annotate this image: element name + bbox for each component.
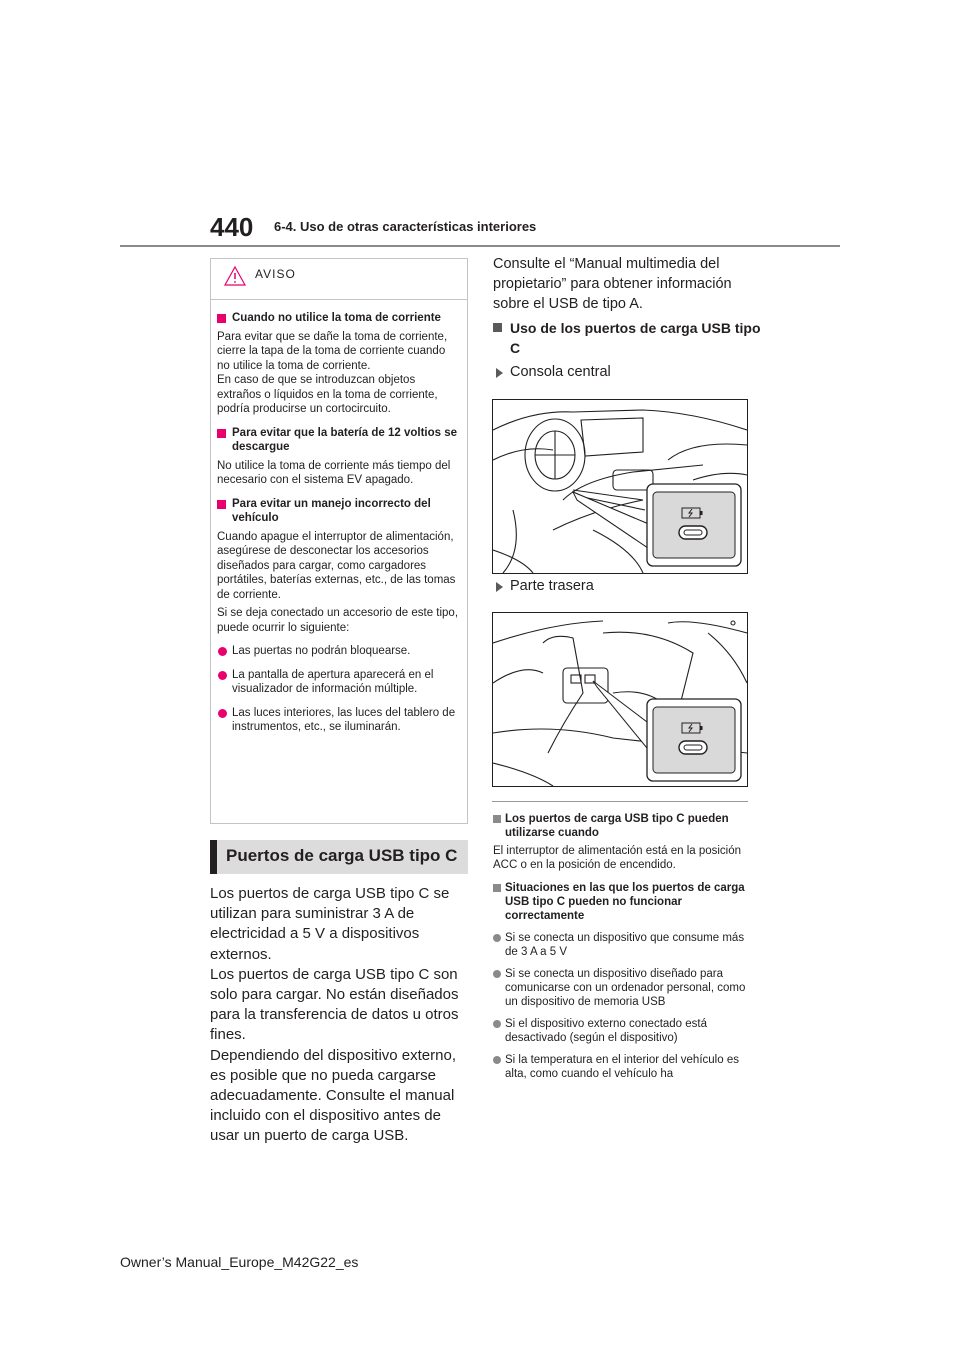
- notes-bullet: Si se conecta un dispositivo diseñado para comunicarse con un ordenador personal, como un dispositivo de memoria USB: [493, 967, 749, 1009]
- warning-header: [211, 259, 467, 300]
- section-header: 6-4. Uso de otras características interiores: [274, 219, 537, 234]
- warning-text: Si se deja conectado un accesorio de este tipo, puede ocurrir lo siguiente:: [217, 607, 459, 634]
- notes-bullet: Si se conecta un dispositivo que consume más de 3 A a 5 V: [493, 931, 749, 959]
- notes-text: El interruptor de alimentación está en la posición ACC o en la posición de encendido.: [493, 845, 742, 871]
- notes-heading: Situaciones en las que los puertos de carga USB tipo C pueden no funcionar correctamente: [493, 881, 749, 923]
- warning-bullet: Las puertas no podrán bloquearse.: [217, 644, 459, 659]
- warning-title: AVISO: [255, 267, 296, 281]
- footer-text: Owner’s Manual_Europe_M42G22_es: [120, 1254, 359, 1270]
- warning-section-heading: Para evitar un manejo incorrecto del vehículo: [217, 497, 459, 526]
- warning-text: Cuando apague el interruptor de alimentación, asegúrese de desconectar los accesorios diseñados para cargar, como cargadores portátiles, baterías externas, etc., de las tomas de corriente.: [217, 530, 456, 601]
- intro-paragraph: Consulte el “Manual multimedia del propietario” para obtener información sobre el USB de tipo A.: [493, 256, 732, 312]
- notes-bullet: Si la temperatura en el interior del vehículo es alta, como cuando el vehículo ha: [493, 1053, 749, 1081]
- warning-text: No utilice la toma de corriente más tiempo del necesario con el sistema EV apagado.: [217, 459, 451, 486]
- rear-illustration: [492, 612, 748, 787]
- notes-divider: [492, 801, 748, 802]
- notes-heading: Los puertos de carga USB tipo C pueden utilizarse cuando: [493, 812, 749, 840]
- warning-box: [210, 258, 468, 824]
- warning-triangle-icon: [223, 265, 247, 287]
- title-stripe: [210, 840, 217, 874]
- warning-bullet: La pantalla de apertura aparecerá en el visualizador de información múltiple.: [217, 668, 459, 697]
- center-console-illustration: [492, 399, 748, 574]
- notes-block: [493, 806, 749, 1081]
- body-paragraph: Los puertos de carga USB tipo C se utilizan para suministrar 3 A de electricidad a 5 V a dispositivos externos. Los puertos de carga USB tipo C son solo para cargar. No están diseñados para la transferencia de datos u otros fines. Dependiendo del dispositivo externo, es posible que no pueda cargarse adecuadamente. Consulte el manual incluido con el dispositivo antes de usar un puerto de carga USB.: [210, 885, 459, 1145]
- usage-heading: Uso de los puertos de carga USB tipo C: [493, 319, 766, 358]
- section-title: Puertos de carga USB tipo C: [226, 846, 458, 865]
- warning-section-heading: Cuando no utilice la toma de corriente: [217, 311, 459, 326]
- notes-bullet: Si el dispositivo externo conectado está desactivado (según el dispositivo): [493, 1017, 749, 1045]
- warning-text: Para evitar que se dañe la toma de corriente, cierre la tapa de la toma de corriente cuando no utilice la toma de corriente. En caso de que se introduzcan objetos extraños o líquidos en la toma de corriente, podría producirse un cortocircuito.: [217, 330, 448, 415]
- subheading-center-console: Consola central: [493, 364, 766, 380]
- subheading-rear: Parte trasera: [493, 578, 766, 594]
- warning-bullet: Las luces interiores, las luces del tablero de instrumentos, etc., se iluminarán.: [217, 706, 459, 735]
- header-rule: [120, 245, 840, 247]
- section-title-bar: [210, 840, 468, 874]
- page-number: 440: [210, 212, 254, 242]
- warning-section-heading: Para evitar que la batería de 12 voltios se descargue: [217, 426, 459, 455]
